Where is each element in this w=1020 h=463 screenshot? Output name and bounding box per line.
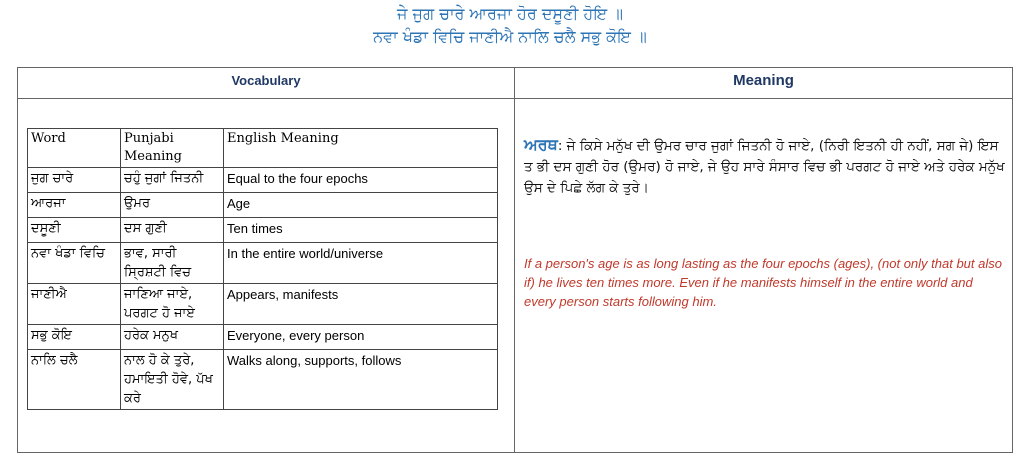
- english-meaning-cell: Ten times: [224, 218, 498, 243]
- word-cell: ਸਭੁ ਕੋਇ: [28, 325, 121, 350]
- header-word: Word: [28, 129, 121, 168]
- word-cell: ਜਾਣੀਐ: [28, 284, 121, 325]
- english-meaning-cell: Walks along, supports, follows: [224, 350, 498, 410]
- arth-text: : ਜੇ ਕਿਸੇ ਮਨੁੱਖ ਦੀ ਉਮਰ ਚਾਰ ਜੁਗਾਂ ਜਿਤਨੀ ਹੋ ਜਾਏ, (ਨਿਰੀ ਇਤਨੀ ਹੀ ਨਹੀਂ, ਸਗ ਜੇ) ਇਸ ਤ ਭੀ ਦਸ ਗੁਣੀ ਹੋਰ (ਉਮਰ) ਹੋ ਜਾਏ, ਜੇ ਉਹ ਸਾਰੇ ਸੰਸਾਰ ਵਿਚ ਭੀ ਪਰਗਟ ਹੋ ਜਾਏ ਅਤੇ ਹਰੇਕ ਮਨੁੱਖ ਉਸ ਦੇ ਪਿਛੇ ਲੱਗ ਕੇ ਤੁਰੇ।: [524, 138, 1005, 196]
- word-cell: ਜੁਗ ਚਾਰੇ: [28, 168, 121, 193]
- vocabulary-table: [27, 128, 498, 410]
- table-row: [28, 243, 498, 284]
- word-cell: ਦਸੂਣੀ: [28, 218, 121, 243]
- punjabi-meaning-paragraph: [524, 134, 1008, 199]
- meaning-heading: Meaning: [733, 72, 794, 89]
- verse-line-2: ਨਵਾ ਖੰਡਾ ਵਿਚਿ ਜਾਣੀਐ ਨਾਲਿ ਚਲੈ ਸਭੁ ਕੋਇ ॥: [373, 27, 647, 46]
- verse-line-1: ਜੇ ਜੁਗ ਚਾਰੇ ਆਰਜਾ ਹੋਰ ਦਸੂਣੀ ਹੋਇ ॥: [396, 4, 623, 23]
- vocabulary-heading: Vocabulary: [231, 73, 301, 88]
- column-divider: [514, 68, 515, 452]
- header-english-meaning: English Meaning: [224, 129, 498, 168]
- punjabi-meaning-cell: ਭਾਵ, ਸਾਰੀ ਸ੍ਰਿਸ਼ਟੀ ਵਿਚ: [121, 243, 224, 284]
- table-row: [28, 325, 498, 350]
- content-table: [17, 67, 1013, 453]
- punjabi-meaning-cell: ਨਾਲ ਹੋ ਕੇ ਤੁਰੇ, ਹਮਾਇਤੀ ਹੋਵੇ, ਪੱਖ ਕਰੇ: [121, 350, 224, 410]
- punjabi-meaning-cell: ਚਹੁੰ ਜੁਗਾਂ ਜਿਤਨੀ: [121, 168, 224, 193]
- word-cell: ਨਵਾ ਖੰਡਾ ਵਿਚਿ: [28, 243, 121, 284]
- punjabi-meaning-cell: ਜਾਣਿਆ ਜਾਏ, ਪਰਗਟ ਹੋ ਜਾਏ: [121, 284, 224, 325]
- punjabi-meaning-cell: ਹਰੇਕ ਮਨੁਖ: [121, 325, 224, 350]
- table-row: [28, 218, 498, 243]
- word-cell: ਆਰਜਾ: [28, 193, 121, 218]
- english-meaning-paragraph: If a person's age is as long lasting as the four epochs (ages), (not only that but also if) he lives ten times more. Even if he manifests himself in the entire world and every person starts following him.: [524, 256, 1002, 309]
- english-meaning-cell: Equal to the four epochs: [224, 168, 498, 193]
- english-meaning-cell: Appears, manifests: [224, 284, 498, 325]
- table-row: [28, 284, 498, 325]
- english-meaning-cell: In the entire world/universe: [224, 243, 498, 284]
- word-cell: ਨਾਲਿ ਚਲੈ: [28, 350, 121, 410]
- header-punjabi-meaning: Punjabi Meaning: [121, 129, 224, 168]
- punjabi-meaning-cell: ਦਸ ਗੁਣੀ: [121, 218, 224, 243]
- arth-label: ਅਰਥ: [524, 135, 558, 154]
- table-row: [28, 350, 498, 410]
- english-meaning-cell: Everyone, every person: [224, 325, 498, 350]
- vocab-header-row: [28, 129, 498, 168]
- punjabi-meaning-cell: ਉਮਰ: [121, 193, 224, 218]
- english-meaning-cell: Age: [224, 193, 498, 218]
- table-row: [28, 193, 498, 218]
- table-row: [28, 168, 498, 193]
